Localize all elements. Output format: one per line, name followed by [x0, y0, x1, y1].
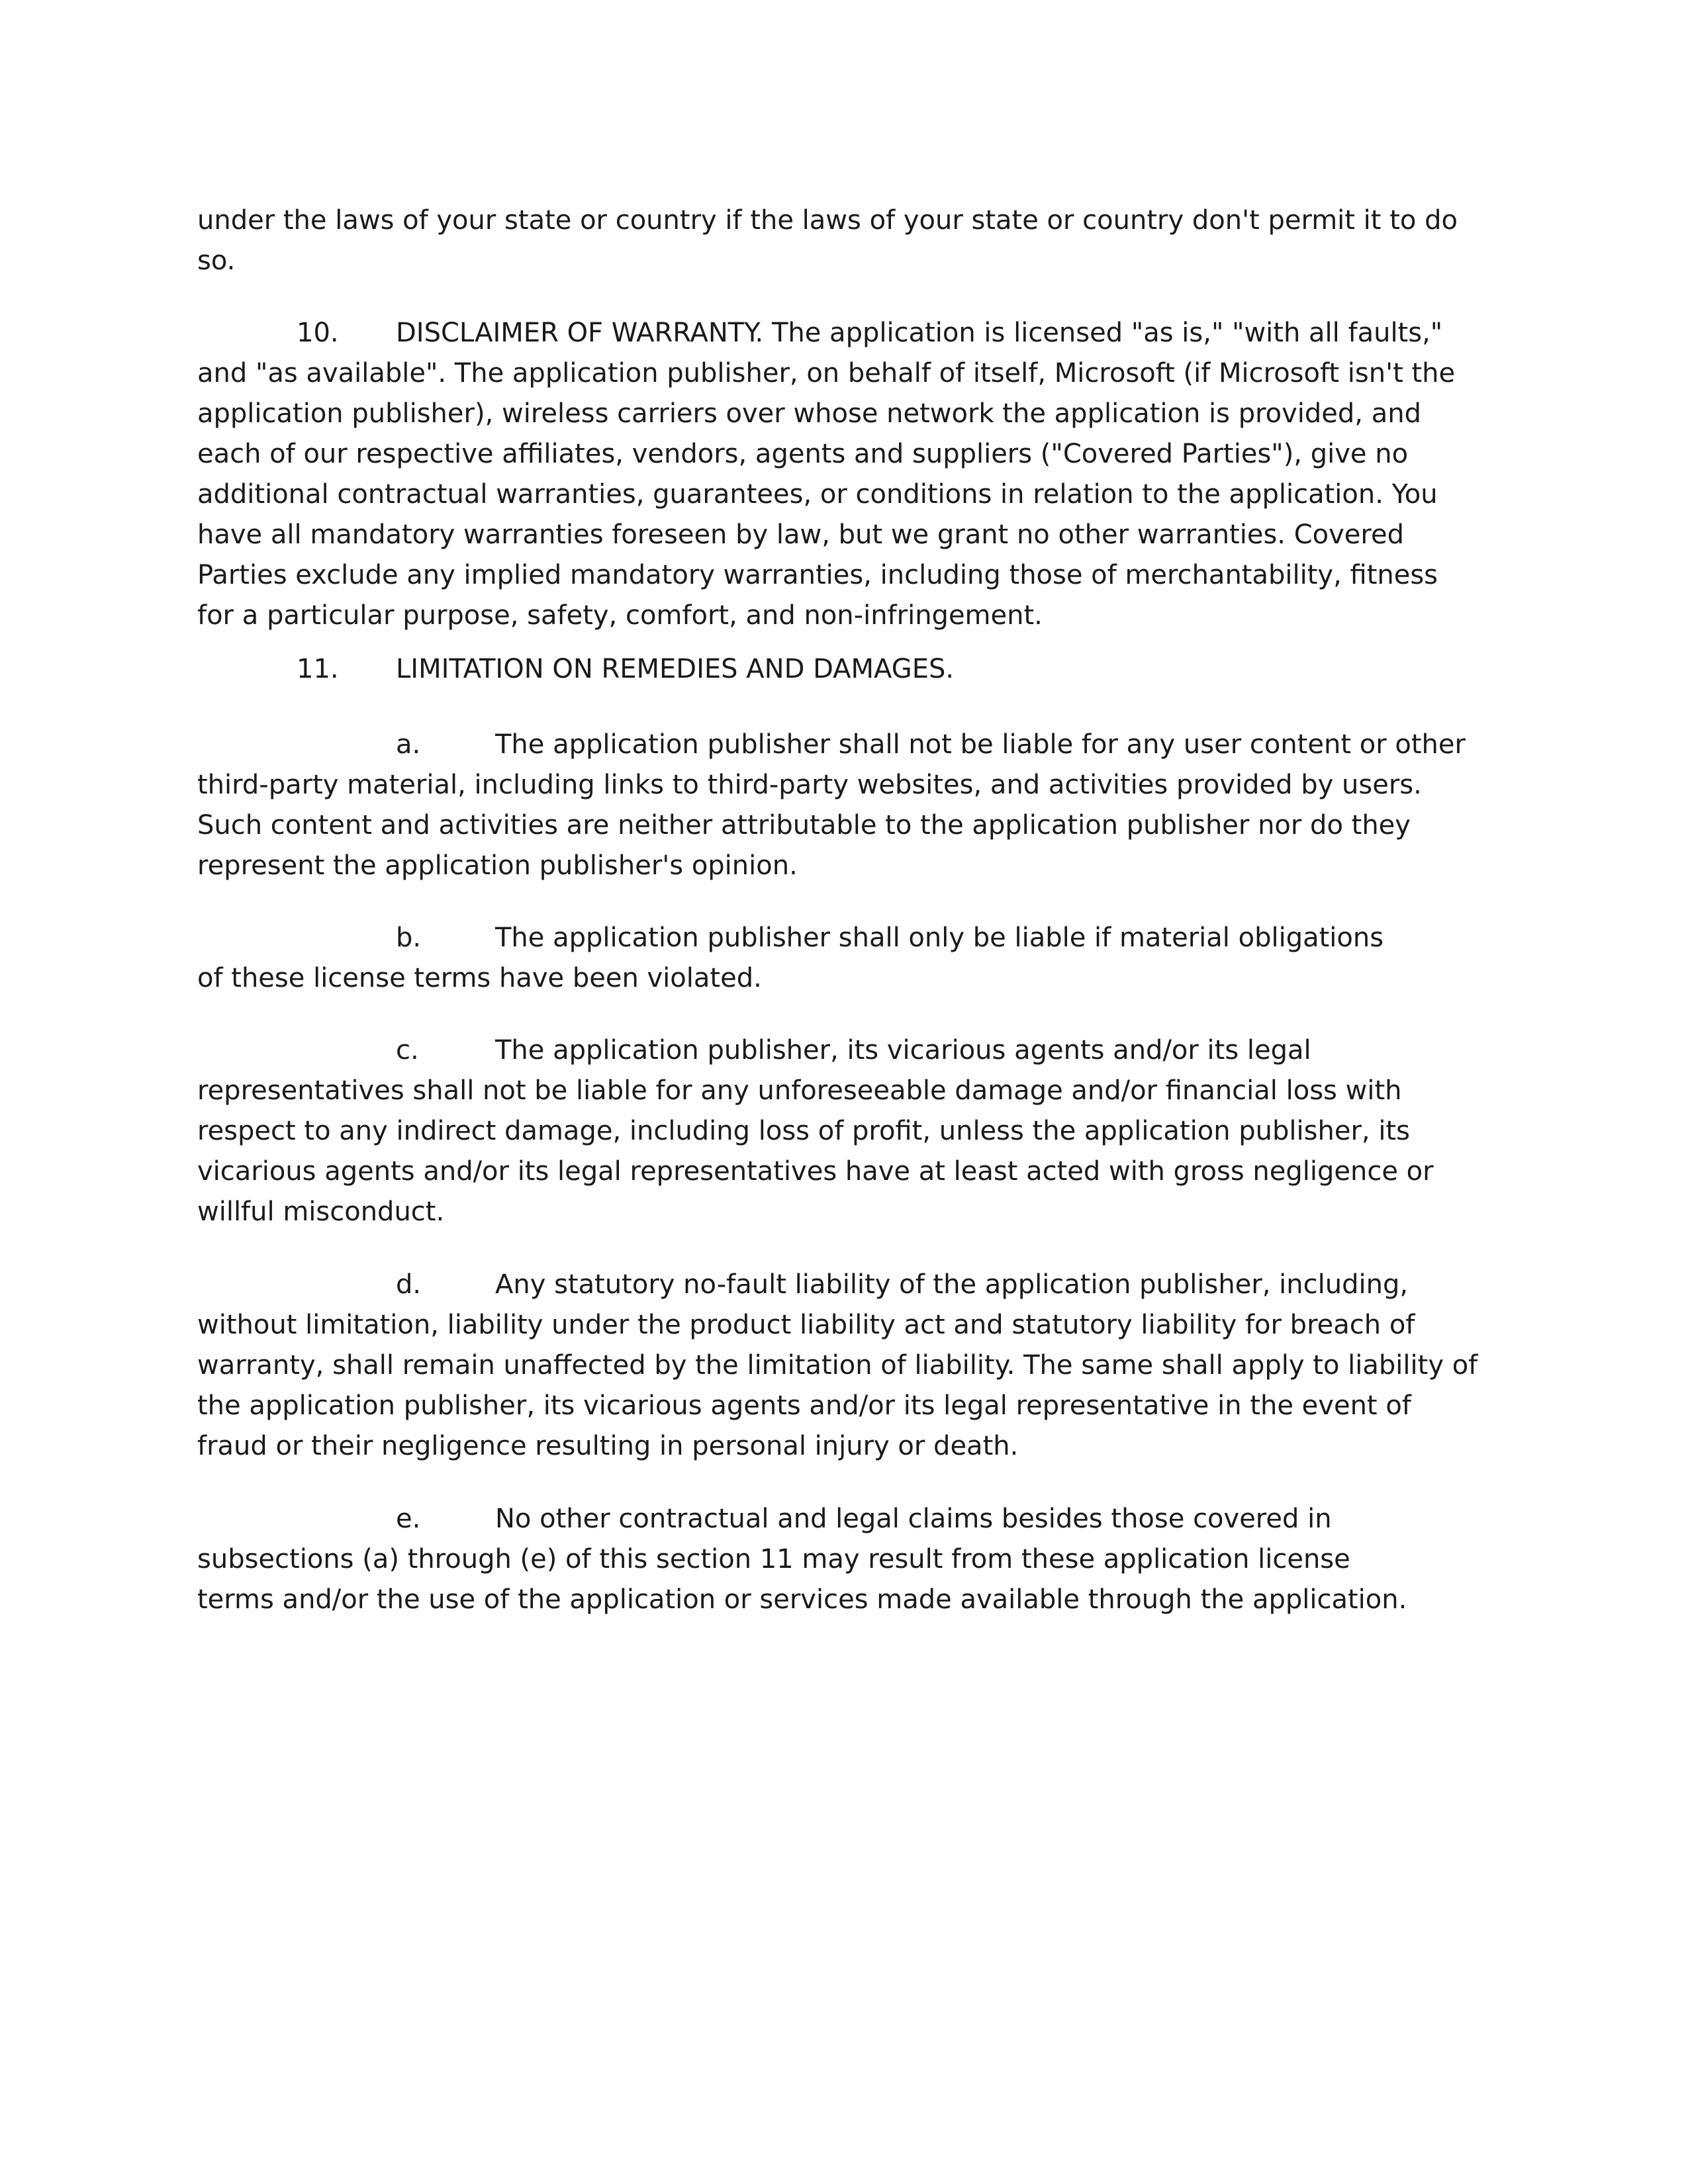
paragraph-line: each of our respective affiliates, vendors, agents and suppliers ("Covered Parties"), give no [197, 439, 1409, 469]
paragraph-line: representatives shall not be liable for any unforeseeable damage and/or financial loss with [197, 1075, 1402, 1106]
paragraph-line: without limitation, liability under the product liability act and statutory liability for breach of [197, 1310, 1415, 1340]
continuation-paragraph [197, 201, 1495, 281]
subsection-letter: e. [396, 1504, 421, 1534]
paragraph-line: application publisher), wireless carriers over whose network the application is provided, and [197, 398, 1421, 429]
paragraph-line: third-party material, including links to third-party websites, and activities provided by users. [197, 770, 1422, 800]
paragraph-line: warranty, shall remain unaffected by the limitation of liability. The same shall apply to liability of [197, 1350, 1478, 1381]
paragraph-line: so. [197, 246, 236, 276]
subsection-letter: b. [396, 923, 422, 953]
subsection-e [197, 1499, 1495, 1620]
paragraph-line: subsections (a) through (e) of this section 11 may result from these application license [197, 1544, 1350, 1574]
section-number: 11. [297, 654, 339, 684]
section-heading: LIMITATION ON REMEDIES AND DAMAGES. [396, 654, 955, 684]
section-10-disclaimer-of-warranty [197, 313, 1495, 636]
section-first-line: DISCLAIMER OF WARRANTY. The application is licensed "as is," "with all faults," [396, 318, 1443, 348]
subsection-first-line: No other contractual and legal claims besides those covered in [495, 1504, 1332, 1534]
subsection-first-line: The application publisher shall only be liable if material obligations [495, 923, 1384, 953]
paragraph-line: terms and/or the use of the application or services made available through the application. [197, 1584, 1407, 1615]
paragraph-line: respect to any indirect damage, including loss of profit, unless the application publisher, its [197, 1116, 1410, 1146]
paragraph-line: the application publisher, its vicarious agents and/or its legal representative in the event of [197, 1390, 1411, 1421]
subsection-d [197, 1265, 1495, 1467]
subsection-first-line: The application publisher, its vicarious agents and/or its legal [495, 1035, 1311, 1066]
subsection-a [197, 725, 1495, 886]
section-number: 10. [297, 318, 339, 348]
subsection-first-line: The application publisher shall not be liable for any user content or other [495, 729, 1466, 760]
subsection-c [197, 1030, 1495, 1232]
paragraph-line: represent the application publisher's opinion. [197, 850, 798, 881]
subsection-letter: c. [396, 1035, 419, 1066]
paragraph-line: for a particular purpose, safety, comfort, and non-infringement. [197, 600, 1043, 631]
paragraph-line: have all mandatory warranties foreseen by law, but we grant no other warranties. Covered [197, 520, 1404, 550]
paragraph-line: Parties exclude any implied mandatory warranties, including those of merchantability, fitness [197, 560, 1438, 590]
paragraph-line: and "as available". The application publisher, on behalf of itself, Microsoft (if Microsoft isn't the [197, 358, 1456, 388]
subsection-letter: a. [396, 729, 421, 760]
paragraph-line: Such content and activities are neither attributable to the application publisher nor do they [197, 810, 1411, 841]
subsection-letter: d. [396, 1269, 422, 1300]
paragraph-line: of these license terms have been violated. [197, 963, 762, 993]
subsection-b [197, 918, 1495, 999]
paragraph-line: additional contractual warranties, guarantees, or conditions in relation to the application. You [197, 479, 1438, 510]
paragraph-line: willful misconduct. [197, 1197, 445, 1227]
paragraph-line: vicarious agents and/or its legal representatives have at least acted with gross negligence or [197, 1156, 1434, 1187]
section-11-heading [197, 649, 1495, 690]
subsection-first-line: Any statutory no-fault liability of the application publisher, including, [495, 1269, 1409, 1300]
paragraph-line: fraud or their negligence resulting in personal injury or death. [197, 1431, 1019, 1461]
paragraph-line: under the laws of your state or country if the laws of your state or country don't permit it to do [197, 205, 1458, 236]
